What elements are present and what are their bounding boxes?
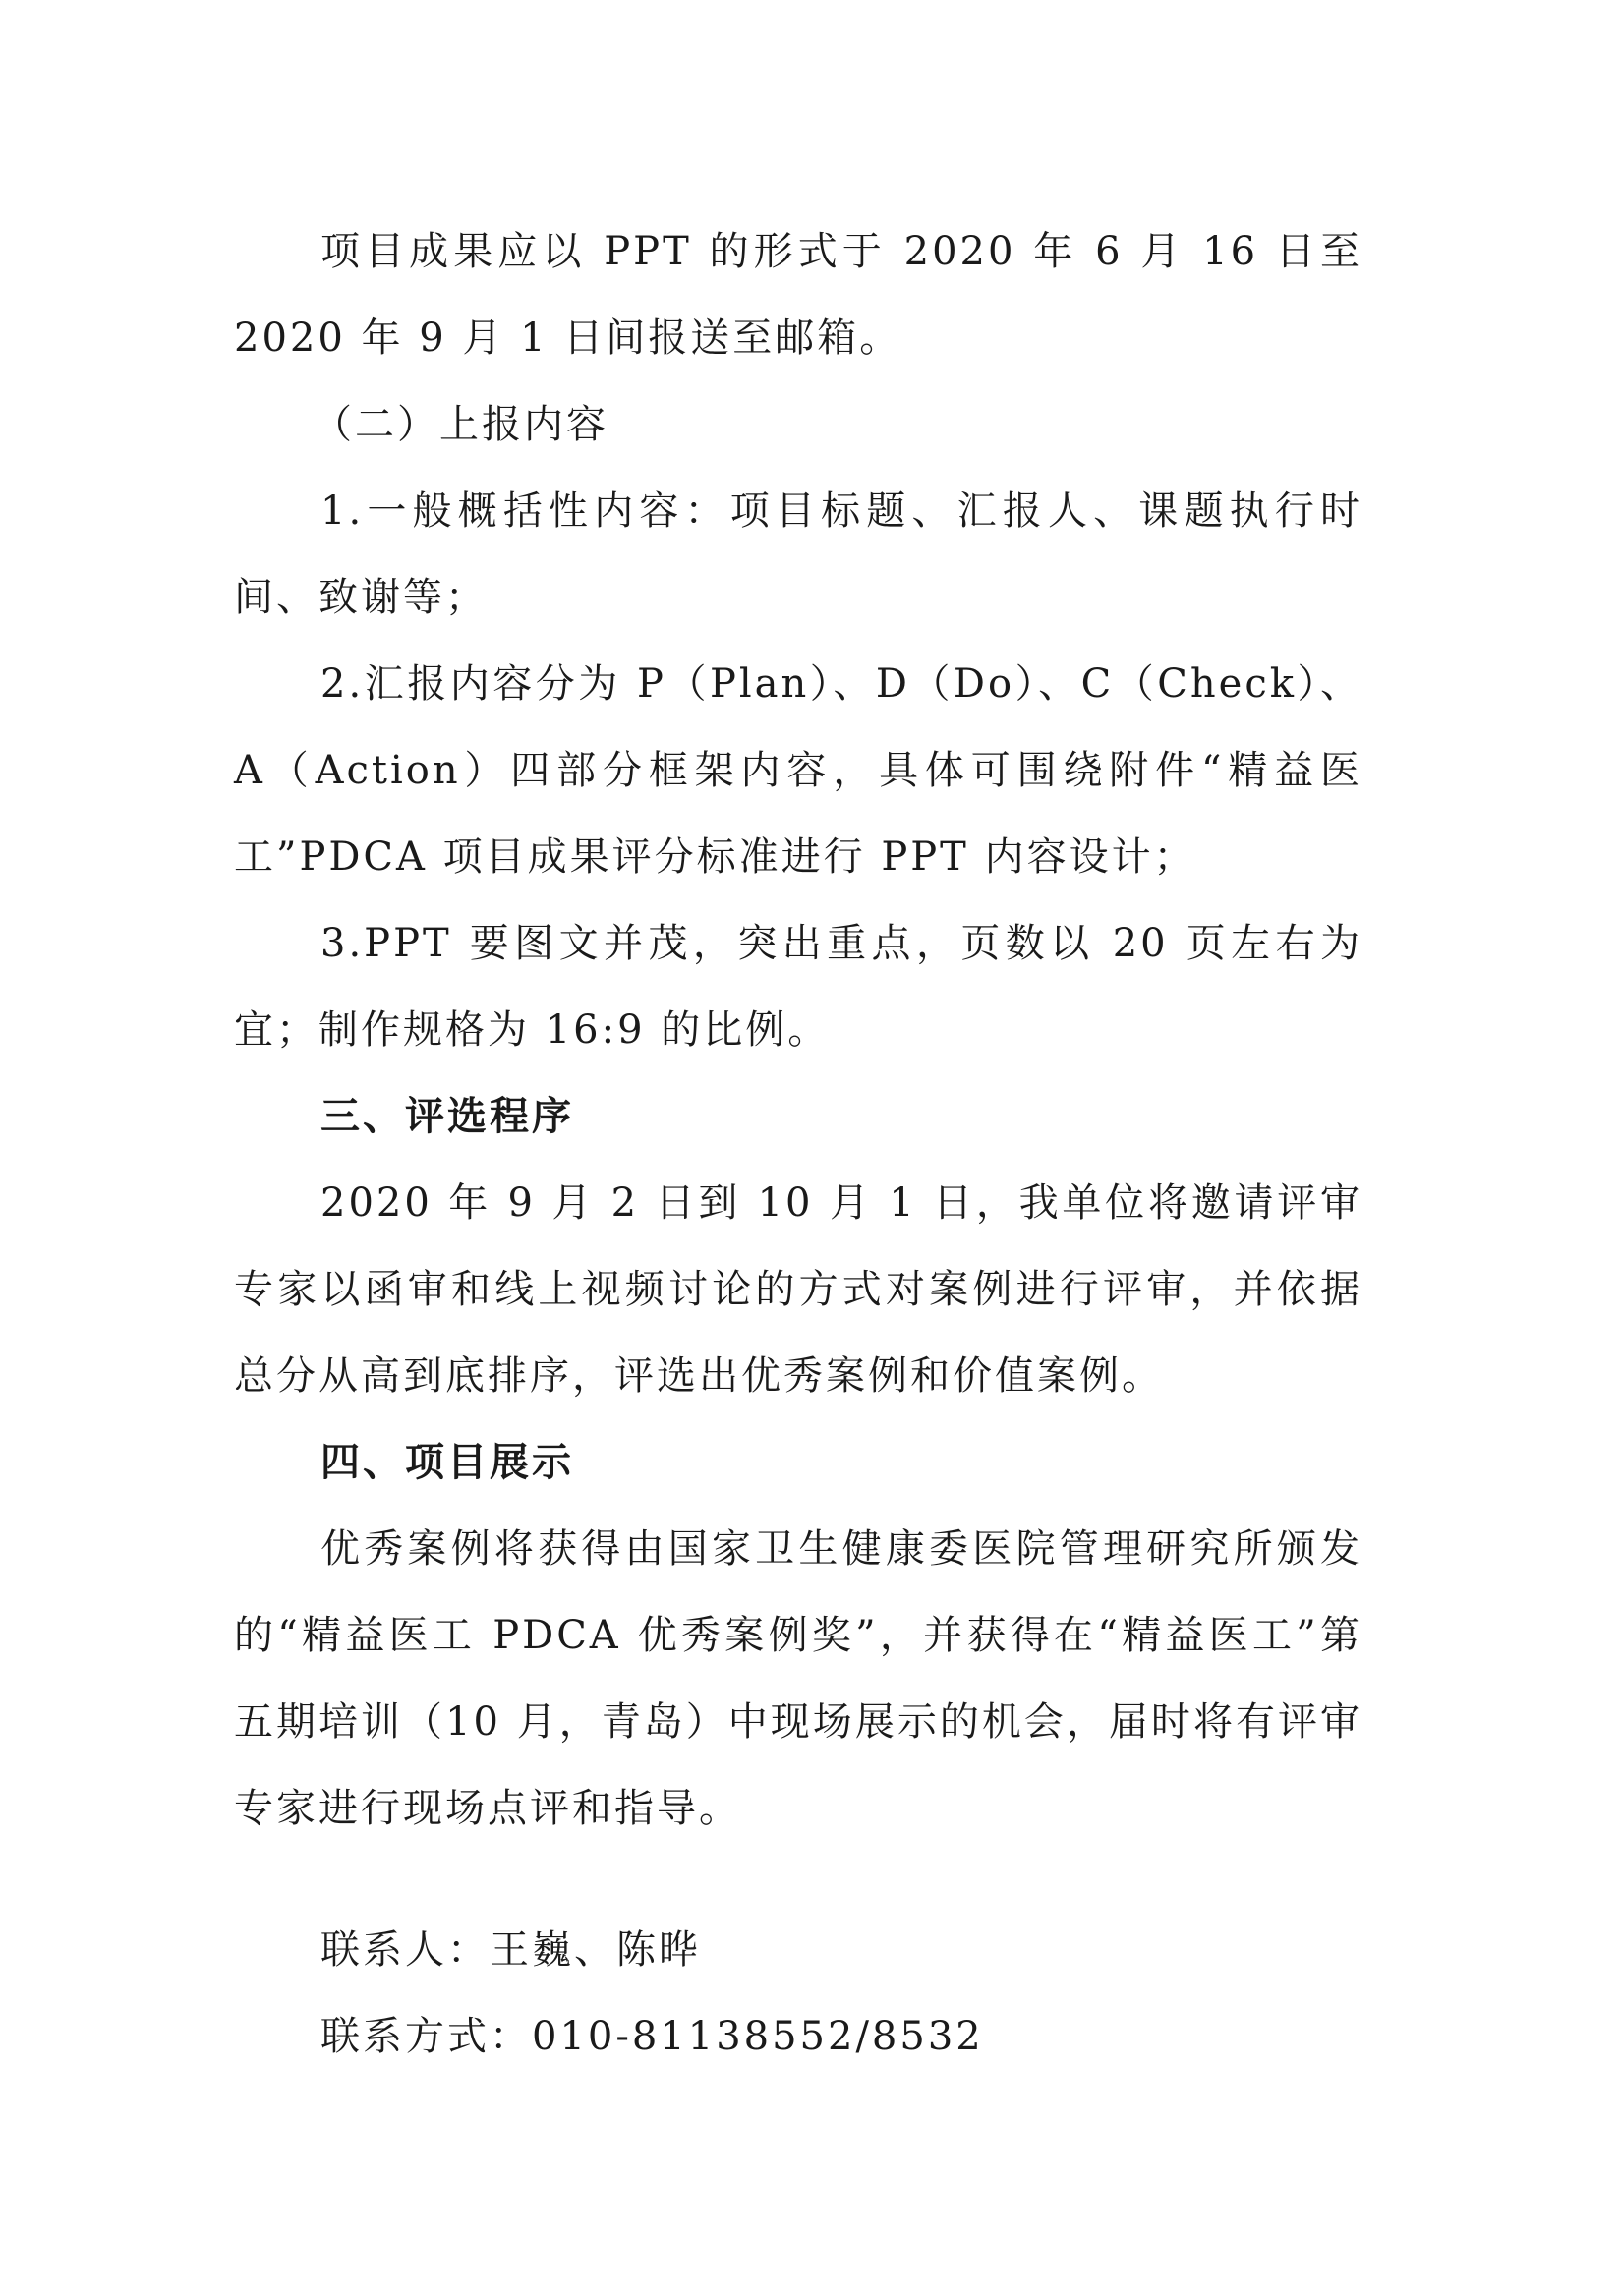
subheading-report-content: （二）上报内容 <box>313 402 608 447</box>
paragraph-item-2: 2.汇报内容分为 P（Plan）、D（Do）、C（Check）、A（Action）四部分框架内容，具体可围绕附件“精益医工”PDCA 项目成果评分标准进行 PPT 内容设计； <box>234 661 1362 880</box>
spacer <box>234 1852 1362 1907</box>
contact-phone: 联系方式：010-81138552/8532 <box>320 2014 984 2059</box>
document-body <box>234 208 1362 2080</box>
paragraph-item-1: 1.一般概括性内容：项目标题、汇报人、课题执行时间、致谢等； <box>234 488 1362 620</box>
heading-selection-procedure: 三、评选程序 <box>320 1094 574 1139</box>
paragraph-item-3: 3.PPT 要图文并茂，突出重点，页数以 20 页左右为宜；制作规格为 16:9 的比例。 <box>234 921 1362 1053</box>
paragraph-project-showcase: 优秀案例将获得由国家卫生健康委医院管理研究所颁发的“精益医工 PDCA 优秀案例奖”，并获得在“精益医工”第五期培训（10 月，青岛）中现场展示的机会，届时将有评审专家进行现场点评和指导。 <box>234 1526 1362 1831</box>
heading-project-showcase: 四、项目展示 <box>320 1440 574 1485</box>
paragraph-submission-time: 项目成果应以 PPT 的形式于 2020 年 6 月 16 日至 2020 年 9 月 1 日间报送至邮箱。 <box>234 229 1362 361</box>
paragraph-selection-procedure: 2020 年 9 月 2 日到 10 月 1 日，我单位将邀请评审专家以函审和线上视频讨论的方式对案例进行评审，并依据总分从高到底排序，评选出优秀案例和价值案例。 <box>234 1180 1362 1399</box>
contact-person: 联系人：王巍、陈晔 <box>320 1927 701 1973</box>
